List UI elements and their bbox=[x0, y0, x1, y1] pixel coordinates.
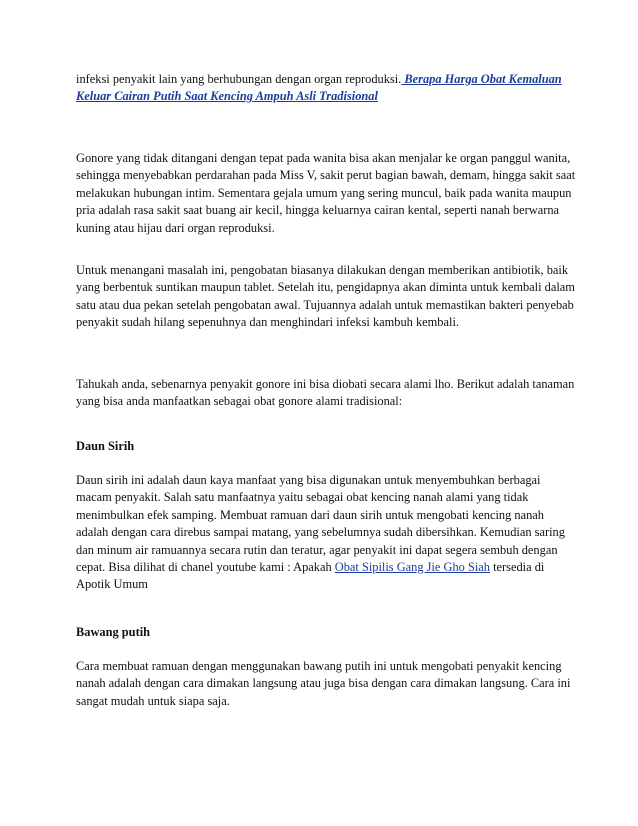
intro-paragraph bbox=[76, 71, 576, 106]
daun-sirih-text: Daun sirih ini adalah daun kaya manfaat yang bisa digunakan untuk menyembuhkan berbagai macam penyakit. Salah satu manfaatnya yaitu sebagai obat kencing nanah alami yang tidak menimbulkan efek samping. Membuat ramuan dari daun sirih untuk mengobati kencing nanah adalah dengan cara direbus sampai matang, yang sebelumnya sudah dibersihkan. Kemudian saring dan minum air ramuannya secara rutin dan teratur, agar penyakit ini dapat segera sembuh dengan cepat. Bisa dilihat di chanel youtube kami : Apakah bbox=[76, 473, 565, 575]
intro-text: infeksi penyakit lain yang berhubungan dengan organ reproduksi. bbox=[76, 72, 402, 86]
sipilis-medicine-link[interactable]: Obat Sipilis Gang Jie Gho Siah bbox=[334, 560, 490, 575]
section-body-bawang-putih: Cara membuat ramuan dengan menggunakan bawang putih ini untuk mengobati penyakit kencing nanah adalah dengan cara dimakan langsung atau juga bisa dengan cara dimakan langsung. Cara ini sangat mudah untuk siapa saja. bbox=[76, 659, 571, 708]
section-body-daun-sirih bbox=[76, 472, 576, 594]
paragraph-treatment: Untuk menangani masalah ini, pengobatan biasanya dilakukan dengan memberikan antibiotik, baik yang berbentuk suntikan maupun tablet. Setelah itu, pengidapnya akan diminta untuk kembali dalam satu atau dua pekan setelah pengobatan awal. Tujuannya adalah untuk memastikan bakteri penyebab penyakit sudah hilang sepenuhnya dan menghindari infeksi kambuh kembali. bbox=[76, 263, 575, 330]
paragraph-natural-remedies-intro: Tahukah anda, sebenarnya penyakit gonore ini bisa diobati secara alami lho. Berikut adalah tanaman yang bisa anda manfaatkan sebagai obat gonore alami tradisional: bbox=[76, 377, 575, 409]
section-heading-bawang-putih: Bawang putih bbox=[76, 625, 151, 639]
daun-sirih-text-after: tersedia di Apotik Umum bbox=[76, 560, 545, 592]
paragraph-gonorrhea-symptoms: Gonore yang tidak ditangani dengan tepat pada wanita bisa akan menjalar ke organ panggul wanita, sehingga menyebabkan perdarahan pada Miss V, sakit perut bagian bawah, demam, hingga sakit saat melakukan hubungan intim. Sementara gejala umum yang sering muncul, baik pada wanita maupun pria adalah rasa sakit saat buang air kecil, hingga keluarnya cairan kental, seperti nanah berwarna kuning atau hijau dari organ reproduksi. bbox=[76, 151, 576, 235]
section-heading-daun-sirih: Daun Sirih bbox=[76, 439, 135, 453]
price-article-link[interactable]: Berapa Harga Obat Kemaluan Keluar Cairan Putih Saat Kencing Ampuh Asli Tradisional bbox=[76, 72, 562, 104]
